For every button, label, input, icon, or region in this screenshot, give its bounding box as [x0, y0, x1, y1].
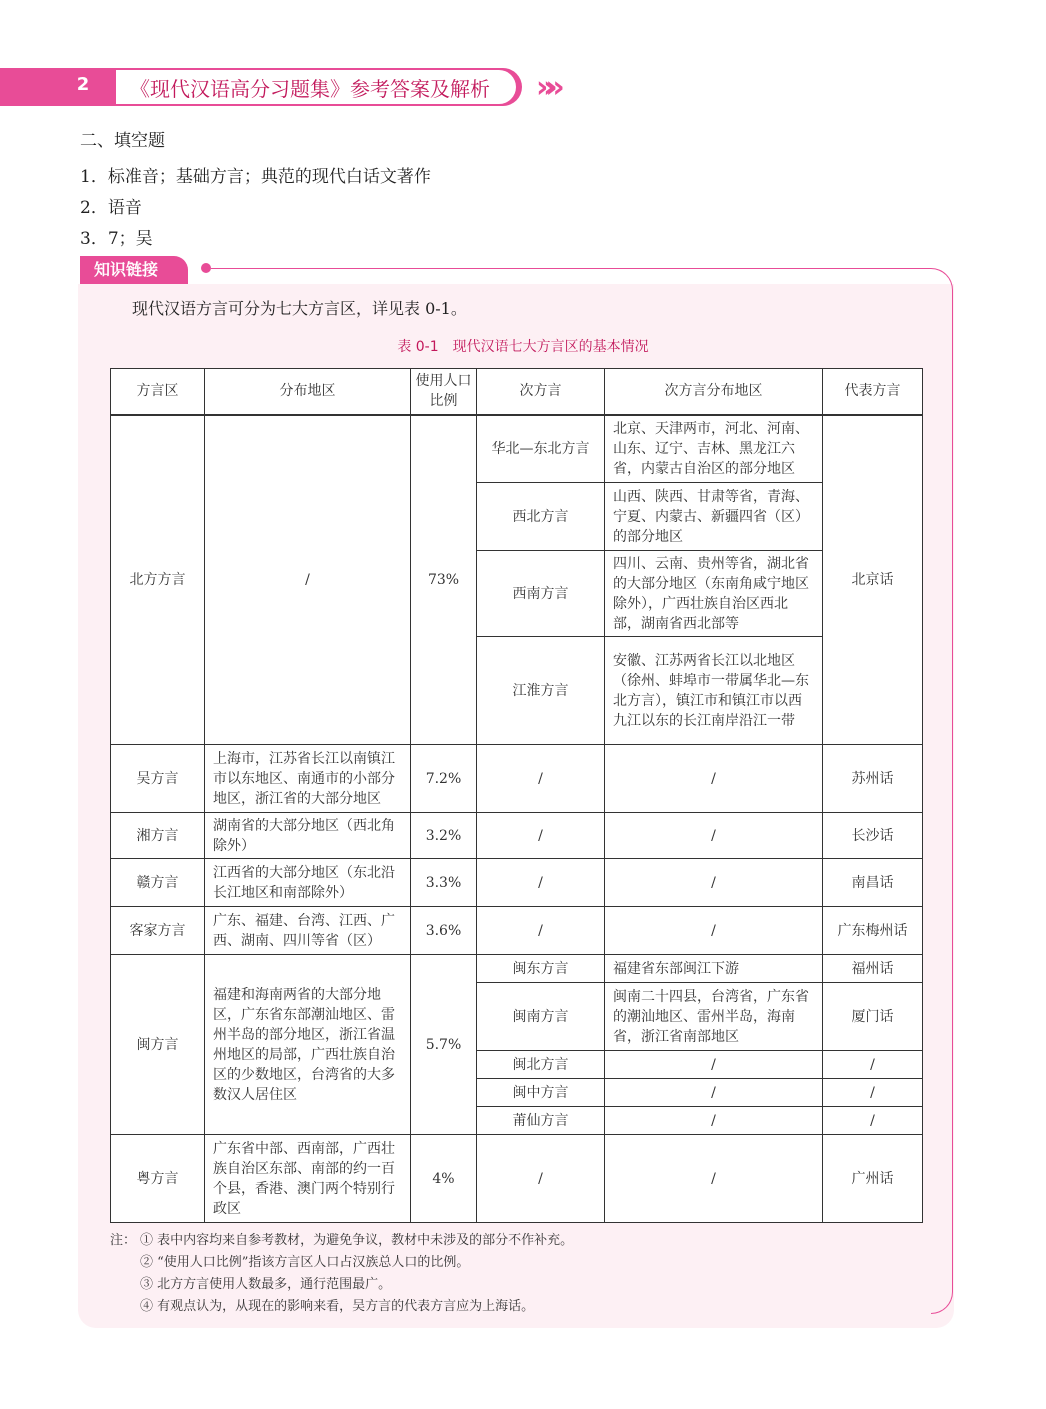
- sub-dialect-area: /: [605, 745, 823, 813]
- sub-dialect-name: 华北—东北方言: [477, 415, 605, 483]
- representative-dialect: 厦门话: [823, 983, 923, 1051]
- dialect-area: 上海市，江苏省长江以南镇江市以东地区、南通市的小部分地区，浙江省的大部分地区: [205, 745, 411, 813]
- bullet-dot-icon: [201, 263, 211, 273]
- sub-dialect-name: 西南方言: [477, 551, 605, 637]
- representative-dialect: 福州话: [823, 955, 923, 983]
- section-title: 二、填空题: [80, 131, 165, 151]
- dialect-name: 闽方言: [111, 955, 205, 1135]
- note-item: ③ 北方方言使用人数最多，通行范围最广。: [140, 1277, 392, 1292]
- knowledge-tag: 知识链接: [80, 256, 188, 284]
- sub-dialect-area: /: [605, 1079, 823, 1107]
- dialect-name: 北方方言: [111, 415, 205, 745]
- dialect-ratio: 3.2%: [411, 813, 477, 859]
- column-header: 次方言: [477, 369, 605, 415]
- page-header: [0, 68, 1046, 108]
- sub-dialect-name: /: [477, 859, 605, 907]
- representative-dialect: 南昌话: [823, 859, 923, 907]
- book-title: 《现代汉语高分习题集》参考答案及解析: [130, 77, 490, 101]
- dialect-area: 广东、福建、台湾、江西、广西、湖南、四川等省（区）: [205, 907, 411, 955]
- dialect-name: 湘方言: [111, 813, 205, 859]
- knowledge-intro: 现代汉语方言可分为七大方言区，详见表 0-1。: [132, 299, 467, 318]
- sub-dialect-area: /: [605, 813, 823, 859]
- dialect-name: 粤方言: [111, 1135, 205, 1223]
- dialect-name: 客家方言: [111, 907, 205, 955]
- knowledge-box-border: [931, 268, 953, 1314]
- sub-dialect-area: 安徽、江苏两省长江以北地区（徐州、蚌埠市一带属华北—东北方言），镇江市和镇江市以西九江以东的长江南岸沿江一带: [605, 637, 823, 745]
- sub-dialect-name: 闽中方言: [477, 1079, 605, 1107]
- column-header: 使用人口比例: [411, 369, 477, 415]
- double-chevron-right-icon: »»: [536, 70, 555, 105]
- sub-dialect-name: /: [477, 907, 605, 955]
- dialect-ratio: 3.3%: [411, 859, 477, 907]
- sub-dialect-name: 闽北方言: [477, 1051, 605, 1079]
- sub-dialect-area: /: [605, 1107, 823, 1135]
- dialect-area: 湖南省的大部分地区（西北角除外）: [205, 813, 411, 859]
- table-header-row: [111, 369, 923, 415]
- dialect-area: 广东省中部、西南部，广西壮族自治区东部、南部的约一百个县，香港、澳门两个特别行政区: [205, 1135, 411, 1223]
- table-row: [111, 1135, 923, 1223]
- dialect-area: /: [205, 415, 411, 745]
- sub-dialect-area: /: [605, 907, 823, 955]
- representative-dialect: 广东梅州话: [823, 907, 923, 955]
- sub-dialect-area: 山西、陕西、甘肃等省，青海、宁夏、内蒙古、新疆四省（区）的部分地区: [605, 483, 823, 551]
- representative-dialect: 广州话: [823, 1135, 923, 1223]
- representative-dialect: 北京话: [823, 415, 923, 745]
- column-header: 代表方言: [823, 369, 923, 415]
- knowledge-divider: [211, 268, 931, 269]
- dialect-name: 赣方言: [111, 859, 205, 907]
- sub-dialect-name: 莆仙方言: [477, 1107, 605, 1135]
- dialect-ratio: 73%: [411, 415, 477, 745]
- sub-dialect-name: 闽南方言: [477, 983, 605, 1051]
- sub-dialect-name: /: [477, 745, 605, 813]
- answer-1: 1．标准音；基础方言；典范的现代白话文著作: [80, 167, 431, 187]
- page-number: 2: [76, 74, 90, 95]
- sub-dialect-area: 北京、天津两市，河北、河南、山东、辽宁、吉林、黑龙江六省，内蒙古自治区的部分地区: [605, 415, 823, 483]
- representative-dialect: /: [823, 1051, 923, 1079]
- sub-dialect-area: 四川、云南、贵州等省，湖北省的大部分地区（东南角咸宁地区除外），广西壮族自治区西北部，湖南省西北部等: [605, 551, 823, 637]
- dialect-area: 江西省的大部分地区（东北沿长江地区和南部除外）: [205, 859, 411, 907]
- sub-dialect-name: 西北方言: [477, 483, 605, 551]
- table-row: [111, 907, 923, 955]
- note-item: ② “使用人口比例”指该方言区人口占汉族总人口的比例。: [140, 1255, 470, 1270]
- dialect-ratio: 5.7%: [411, 955, 477, 1135]
- sub-dialect-name: /: [477, 813, 605, 859]
- sub-dialect-area: /: [605, 1051, 823, 1079]
- dialect-ratio: 7.2%: [411, 745, 477, 813]
- table-row: [111, 813, 923, 859]
- table-row: [111, 955, 923, 983]
- column-header: 方言区: [111, 369, 205, 415]
- column-header: 次方言分布地区: [605, 369, 823, 415]
- note-prefix: 注：: [110, 1233, 137, 1248]
- dialect-ratio: 4%: [411, 1135, 477, 1223]
- representative-dialect: /: [823, 1079, 923, 1107]
- representative-dialect: 长沙话: [823, 813, 923, 859]
- dialect-ratio: 3.6%: [411, 907, 477, 955]
- sub-dialect-area: 福建省东部闽江下游: [605, 955, 823, 983]
- dialect-area: 福建和海南两省的大部分地区，广东省东部潮汕地区、雷州半岛的部分地区，浙江省温州地区的局部，广西壮族自治区的少数地区，台湾省的大多数汉人居住区: [205, 955, 411, 1135]
- table-row: [111, 415, 923, 483]
- dialect-name: 吴方言: [111, 745, 205, 813]
- answer-3: 3．7；吴: [80, 229, 153, 249]
- answer-2: 2．语音: [80, 198, 142, 218]
- note-item: 注： ① 表中内容均来自参考教材，为避免争议，教材中未涉及的部分不作补充。: [110, 1230, 573, 1252]
- table-row: [111, 859, 923, 907]
- note-item: ④ 有观点认为，从现在的影响来看，吴方言的代表方言应为上海话。: [140, 1299, 535, 1314]
- table-row: [111, 745, 923, 813]
- table-caption: 表 0-1 现代汉语七大方言区的基本情况: [397, 339, 649, 355]
- dialect-table: [110, 368, 923, 1223]
- sub-dialect-name: 闽东方言: [477, 955, 605, 983]
- sub-dialect-name: 江淮方言: [477, 637, 605, 745]
- sub-dialect-area: 闽南二十四县，台湾省，广东省的潮汕地区、雷州半岛，海南省，浙江省南部地区: [605, 983, 823, 1051]
- column-header: 分布地区: [205, 369, 411, 415]
- representative-dialect: 苏州话: [823, 745, 923, 813]
- sub-dialect-area: /: [605, 1135, 823, 1223]
- sub-dialect-area: /: [605, 859, 823, 907]
- representative-dialect: /: [823, 1107, 923, 1135]
- table-notes: [110, 1230, 573, 1318]
- sub-dialect-name: /: [477, 1135, 605, 1223]
